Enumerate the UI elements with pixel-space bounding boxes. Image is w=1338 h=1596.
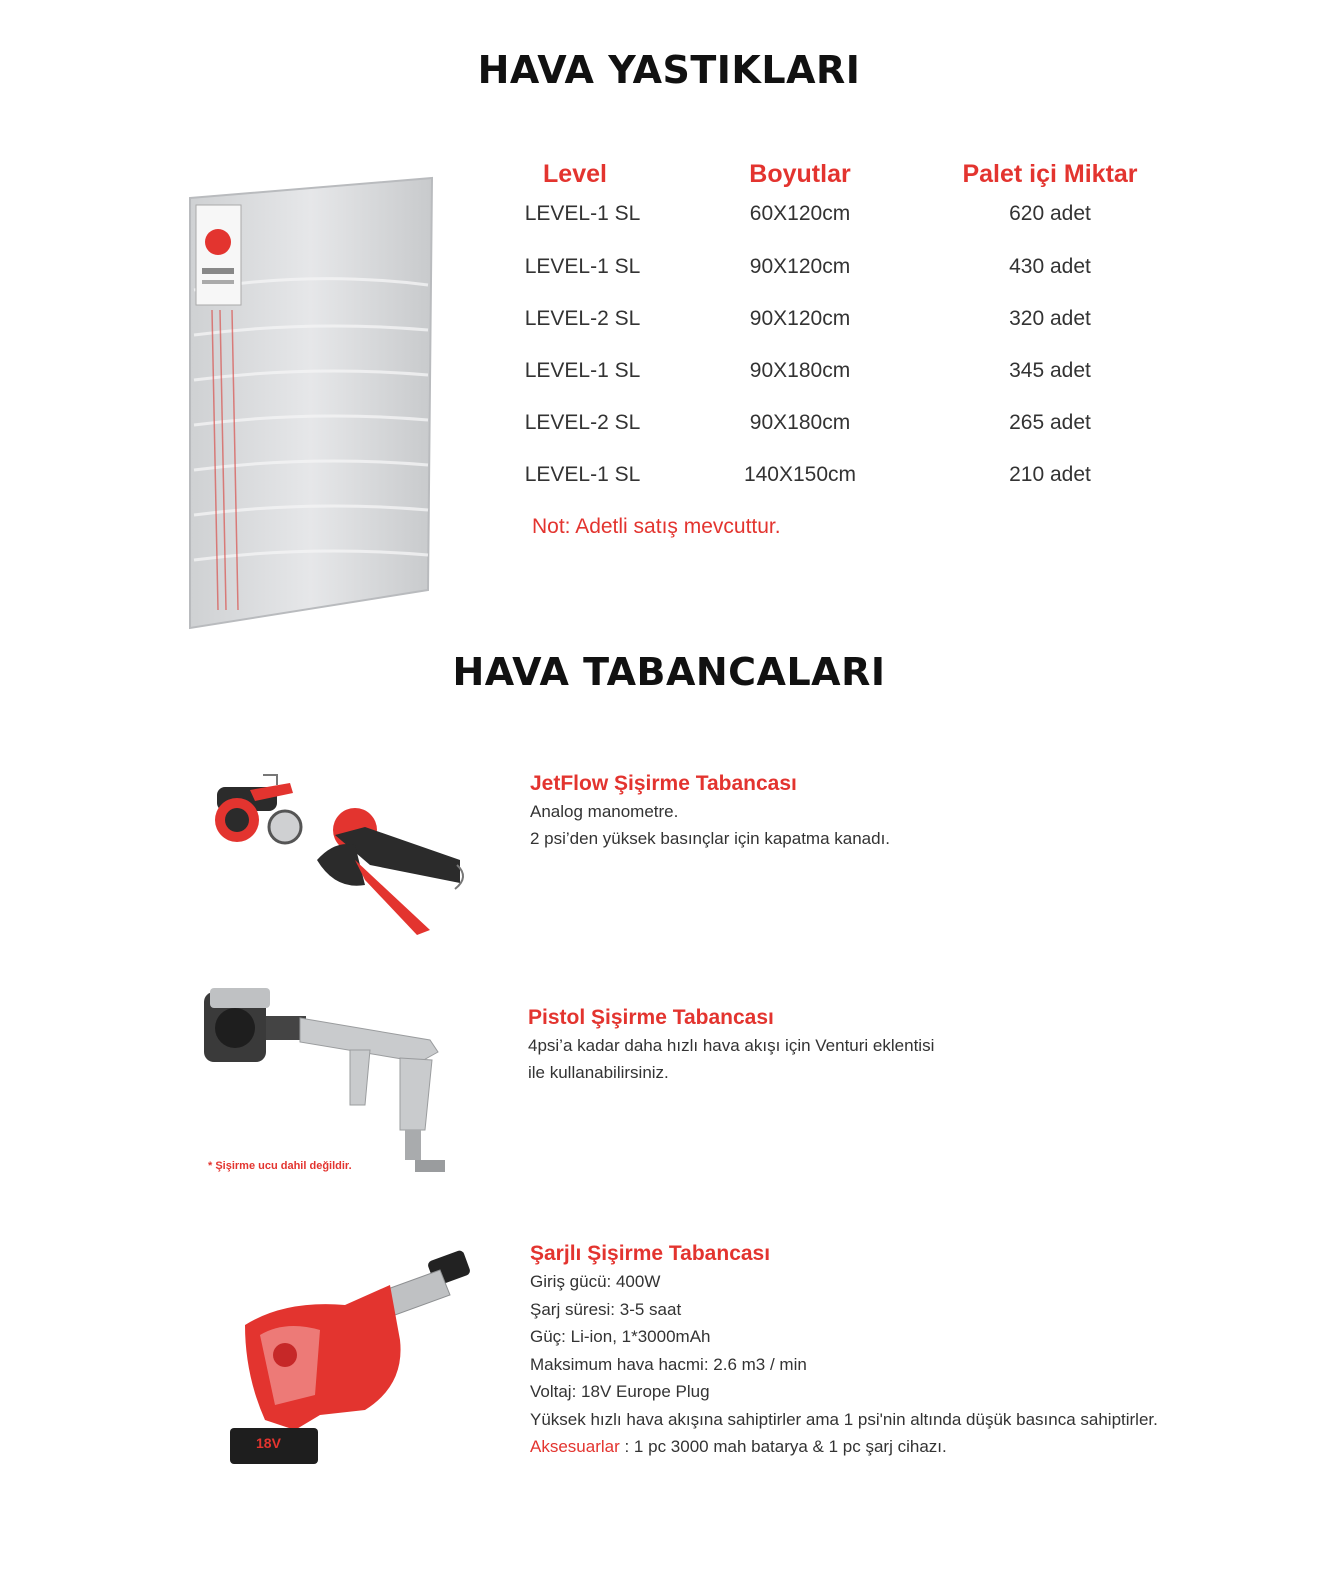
cordless-line1: Giriş gücü: 400W: [530, 1272, 661, 1291]
row5-level: LEVEL-2 SL: [524, 411, 641, 434]
airbags-title: HAVA YASTIKLARI: [477, 48, 861, 92]
airbag-image: [170, 170, 445, 640]
cordless-line4: Maksimum hava hacmi: 2.6 m3 / min: [530, 1355, 807, 1374]
pistol-line2: ile kullanabilirsiniz.: [528, 1063, 669, 1082]
row3-qty: 320 adet: [1009, 307, 1091, 330]
jetflow-line1: Analog manometre.: [530, 802, 679, 821]
jetflow-gun-image: [205, 765, 475, 945]
cordless-line3: Güç: Li-ion, 1*3000mAh: [530, 1327, 711, 1346]
jetflow-title: JetFlow Şişirme Tabancası: [530, 772, 797, 795]
row1-level: LEVEL-1 SL: [524, 202, 641, 225]
row4-level: LEVEL-1 SL: [524, 359, 641, 382]
cordless-title: Şarjlı Şişirme Tabancası: [530, 1242, 771, 1265]
row3-level: LEVEL-2 SL: [524, 307, 641, 330]
row6-size: 140X150cm: [743, 463, 857, 486]
pistol-line1: 4psi’a kadar daha hızlı hava akışı için Venturi eklentisi: [528, 1036, 935, 1055]
row4-qty: 345 adet: [1009, 359, 1091, 382]
jetflow-line2: 2 psi’den yüksek basınçlar için kapatma kanadı.: [530, 829, 891, 848]
row5-size: 90X180cm: [749, 411, 851, 434]
row5-qty: 265 adet: [1009, 411, 1091, 434]
row1-qty: 620 adet: [1009, 202, 1091, 225]
pistol-title: Pistol Şişirme Tabancası: [528, 1006, 774, 1029]
battery-pack: [230, 1428, 318, 1464]
row6-qty: 210 adet: [1009, 463, 1091, 486]
row2-size: 90X120cm: [749, 255, 851, 278]
row2-qty: 430 adet: [1009, 255, 1091, 278]
cordless-accessories: [530, 1437, 947, 1457]
cordless-line2: Şarj süresi: 3-5 saat: [530, 1300, 682, 1319]
cordless-line6: Yüksek hızlı hava akışına sahiptirler ama 1 psi'nin altında düşük basınca sahiptirler.: [530, 1410, 1158, 1429]
row1-size: 60X120cm: [749, 202, 851, 225]
header-level: Level: [543, 160, 607, 188]
battery-label: 18V: [256, 1435, 281, 1451]
pistol-gun-image: [200, 980, 470, 1180]
cordless-line5: Voltaj: 18V Europe Plug: [530, 1382, 710, 1401]
pistol-footnote: * Şişirme ucu dahil değildir.: [208, 1160, 352, 1172]
row2-level: LEVEL-1 SL: [524, 255, 641, 278]
guns-title: HAVA TABANCALARI: [452, 650, 886, 694]
header-palet-miktar: Palet içi Miktar: [962, 160, 1138, 188]
accessories-text: : 1 pc 3000 mah batarya & 1 pc şarj cihazı.: [619, 1437, 947, 1456]
row3-size: 90X120cm: [749, 307, 851, 330]
header-boyutlar: Boyutlar: [749, 160, 851, 188]
accessories-label: Aksesuarlar: [530, 1437, 620, 1456]
row6-level: LEVEL-1 SL: [524, 463, 641, 486]
airbag-note: Not: Adetli satış mevcuttur.: [532, 515, 781, 538]
row4-size: 90X180cm: [749, 359, 851, 382]
